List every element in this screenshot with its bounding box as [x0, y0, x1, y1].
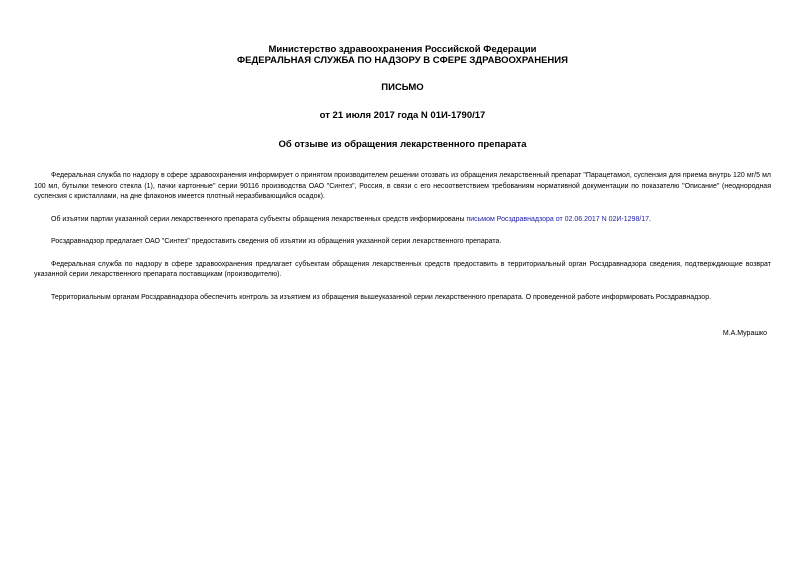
paragraph-1: Федеральная служба по надзору в сфере здравоохранения информирует о принятом производителем решении отозвать из обращения лекарственный препарат "Парацетамол, суспензия для приема внутрь 120 мг/5 мл 100 мл, бутылки темного стекла (1), пачки картонные" серии 90116 производства ОАО "Синтез", Россия, в связи с его несоответствием требованиям нормативной документации по показателю "Описание" (неоднородная суспензия с кристаллами, на дне флаконов имеется плотный неразбивающийся осадок).: [34, 172, 771, 200]
reference-letter-link[interactable]: письмом Росздравнадзора от 02.06.2017 N 02И-1298/17: [466, 215, 650, 223]
paragraph-4: Федеральная служба по надзору в сфере здравоохранения предлагает субъектам обращения лекарственных средств предоставить в территориальный орган Росздравнадзора сведения, подтверждающие возврат указанной серии лекарственного препарата поставщикам (производителю).: [34, 260, 771, 278]
paragraph-3: Росздравнадзор предлагает ОАО "Синтез" предоставить сведения об изъятии из обращения указанной серии лекарственного препарата.: [51, 238, 502, 245]
document-body: [34, 171, 771, 303]
document-date-number: от 21 июля 2017 года N 01И-1790/17: [319, 110, 486, 121]
paragraph-2: [34, 215, 771, 226]
document-type: ПИСЬМО: [381, 82, 424, 93]
document-subject: Об отзыве из обращения лекарственного препарата: [278, 139, 527, 150]
document-page: [34, 44, 771, 339]
ministry-name: Министерство здравоохранения Российской Федерации: [268, 44, 537, 55]
signature: М.А.Мурашко: [722, 330, 767, 337]
paragraph-5: Территориальным органам Росздравнадзора обеспечить контроль за изъятием из обращения вышеуказанной серии лекарственного препарата. О проведенной работе информировать Росздравнадзор.: [51, 293, 712, 301]
paragraph-2-text: Об изъятии партии указанной серии лекарственного препарата субъекты обращения лекарственных средств информированы: [51, 215, 467, 223]
paragraph-2-end: .: [649, 215, 652, 223]
service-name: ФЕДЕРАЛЬНАЯ СЛУЖБА ПО НАДЗОРУ В СФЕРЕ ЗДРАВООХРАНЕНИЯ: [237, 55, 568, 66]
